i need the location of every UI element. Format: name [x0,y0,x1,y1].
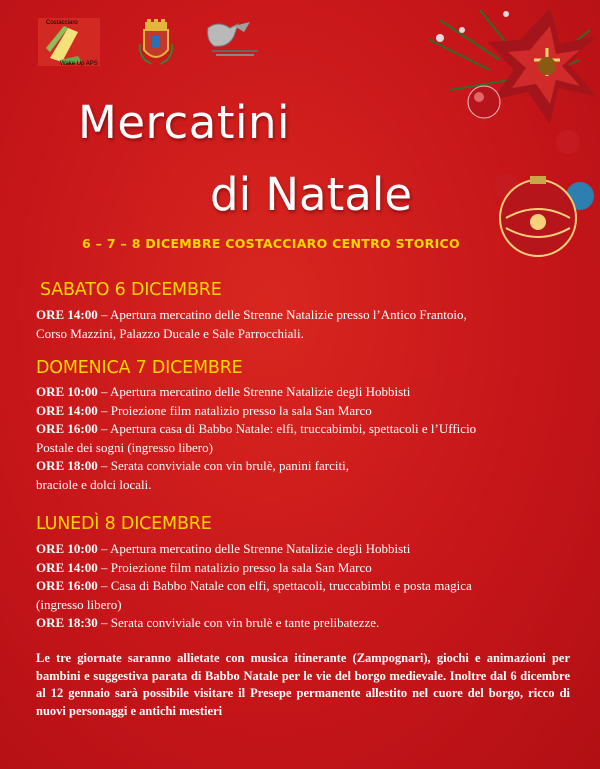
event-time: ORE 14:00 [36,307,98,322]
title-line-2: di Natale [210,168,413,221]
event-item [36,559,570,578]
footer-description: Le tre giornate saranno allietate con musica itinerante (Zampognari), giochi e animazioni per bambini e suggestiva parata di Babbo Natale per le vie del borgo medievale. Inoltre dal 6 dicembre al 12 gennaio sarà possibile visitare il Presepe permanente allestito nel cuore del borgo, ricco di nuovi personaggi e antichi mestieri [36,651,570,718]
event-text: – Casa di Babbo Natale con elfi, spettacoli, truccabimbi e posta magica [97,578,472,593]
event-time: ORE 10:00 [36,541,98,556]
event-item [36,457,570,476]
event-text: – Serata conviviale con vin brulè e tante prelibatezze. [97,615,380,630]
day-heading-monday: LUNEDÌ 8 DICEMBRE [36,514,212,534]
event-text: – Apertura casa di Babbo Natale: elfi, truccabimbi, spettacoli e l’Ufficio [97,421,477,436]
event-item [36,383,570,402]
event-time: ORE 16:00 [36,421,98,436]
event-text: – Proiezione film natalizio presso la sala San Marco [97,559,372,575]
title-line-1: Mercatini [78,96,291,149]
event-text: – Apertura mercatino delle Strenne Natalizie presso l’Antico Frantoio, [97,307,467,322]
municipal-crest-logo [136,18,176,68]
event-continuation: Corso Mazzini, Palazzo Ducale e Sale Parrocchiali. [36,325,304,341]
day-heading-saturday: SABATO 6 DICEMBRE [40,280,222,300]
event-item [36,577,570,596]
event-text: – Proiezione film natalizio presso la sala San Marco [97,402,372,418]
event-time: ORE 18:00 [36,458,98,473]
event-text: – Apertura mercatino delle Strenne Natalizie degli Hobbisti [97,384,411,399]
day-heading-sunday: DOMENICA 7 DICEMBRE [36,358,243,378]
event-continuation: (ingresso libero) [36,596,122,612]
event-time: ORE 10:00 [36,384,98,399]
monday-schedule [36,540,570,633]
association-logo-top-text: Costacciaro [46,20,78,26]
event-dates-subtitle: 6 – 7 – 8 DICEMBRE COSTACCIARO CENTRO STORICO [82,236,460,251]
event-item [36,306,556,325]
event-time: ORE 18:30 [36,615,98,630]
event-time: ORE 14:00 [36,559,98,575]
event-text: – Apertura mercatino delle Strenne Natalizie degli Hobbisti [97,541,411,556]
event-text: – Serata conviviale con vin brulè, panini farciti, [97,458,349,473]
event-time: ORE 14:00 [36,402,98,418]
sunday-schedule [36,383,570,494]
regional-lion-logo [198,18,268,62]
event-continuation: Postale dei sogni (ingresso libero) [36,439,213,455]
event-item [36,540,570,559]
association-logo-bottom-text: Wake Up APS [60,61,98,66]
association-logo [38,18,100,66]
saturday-schedule [36,306,556,343]
event-item [36,420,570,439]
event-time: ORE 16:00 [36,578,98,593]
event-item [36,402,570,421]
event-item [36,614,570,633]
event-continuation: braciole e dolci locali. [36,476,152,492]
